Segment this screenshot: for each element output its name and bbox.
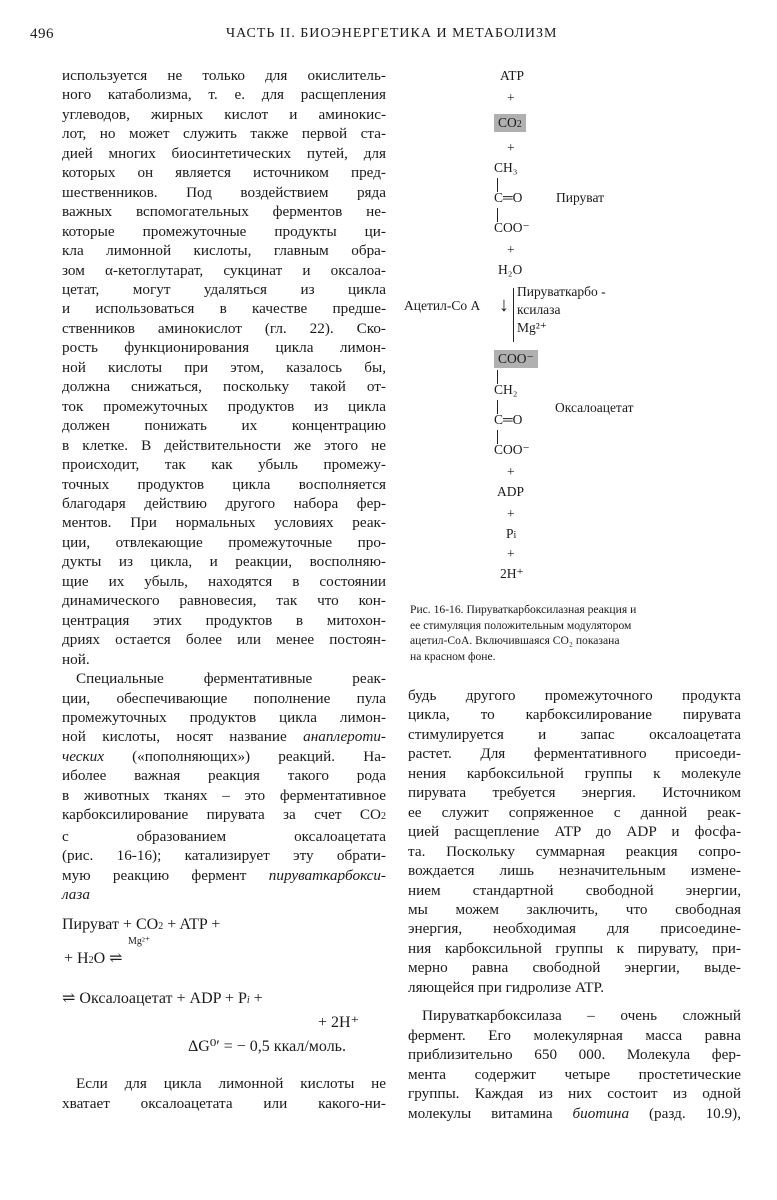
text-line: та. Поскольку суммарная реакция сопро-: [408, 842, 741, 860]
fig-enzyme-name: ксилаза: [517, 302, 561, 317]
text-line: ственников аминокислот (гл. 22). Ско-: [62, 319, 386, 337]
paragraph-3: [62, 1074, 386, 1113]
text-line: которых он является источником пред-: [62, 164, 386, 182]
right-last-line: [408, 1104, 741, 1123]
fig-adp: ADP: [497, 484, 525, 499]
fig-pyruvate-label: Пируват: [556, 190, 605, 205]
text-line: дией многих биосинтетических путей, для: [62, 144, 386, 162]
text-line: ции, отвлекающие промежуточные про-: [62, 533, 386, 551]
text-line: приблизительно 650 000. Молекула фер-: [408, 1046, 741, 1064]
equation-line-2: + H2O ⇌: [64, 950, 123, 968]
text-line: в животных тканях – это ферментативное: [62, 786, 386, 804]
paragraph-1: [62, 66, 386, 669]
fig-coo: COO⁻: [494, 442, 530, 457]
text-line: иболее важная реакция такого рода: [62, 767, 386, 785]
text-line: центрация этих продуктов в митохон-: [62, 611, 386, 629]
fig-atp: ATP: [500, 68, 525, 83]
text-line: должен понижать их концентрацию: [62, 417, 386, 435]
paragraph-2: [62, 669, 386, 904]
fig-pi: Pi: [506, 526, 517, 541]
text-line: ческих («пополняющих») реакций. На-: [62, 747, 386, 765]
right-paragraph-2: [408, 1006, 741, 1103]
fig-plus: +: [507, 140, 515, 155]
fig-reaction-line: [513, 288, 514, 342]
text-line: которые промежуточные продукты ци-: [62, 222, 386, 240]
text-line: нения карбоксильной группы к молекуле: [408, 764, 741, 782]
text-line: фермент. Его молекулярная масса равна: [408, 1026, 741, 1044]
text-line: щие их убыль, находятся в состоянии: [62, 572, 386, 590]
fig-co2-highlight: CO2: [494, 114, 526, 132]
page-number: 496: [30, 26, 54, 42]
text-line: мента содержит четыре простетические: [408, 1065, 741, 1083]
fig-ch2: CH₂: [494, 382, 518, 397]
text-line: лот, но может служить также первой ста-: [62, 125, 386, 143]
text-line: (рис. 16-16); катализирует эту обрати-: [62, 847, 386, 865]
text-line: энергия, необходимая для присоедине-: [408, 920, 741, 938]
text-line: дриях остается более или менее постоян-: [62, 631, 386, 649]
text-line: Если для цикла лимонной кислоты не: [76, 1075, 386, 1093]
text-line: ного катаболизма, т. е. для расщепления: [62, 86, 386, 104]
text-line: растет. Для ферментативного присоеди-: [408, 745, 741, 763]
fig-coo-highlight: COO⁻: [494, 350, 538, 368]
text-line: и использоваться в качестве предше-: [62, 300, 386, 318]
equation-mg-label: Mg²⁺: [128, 936, 151, 948]
text-line: углеводов, жирных кислот и аминокис-: [62, 105, 386, 123]
text-line: пирувата требуется энергия. Источником: [408, 784, 741, 802]
text-line: Специальные ферментативные реак-: [76, 670, 386, 688]
text-line: цетат, могут удаляться из цикла: [62, 280, 386, 298]
fig-h2o: H₂O: [498, 262, 523, 277]
text-line: группы. Каждая из них состоит из одной: [408, 1085, 741, 1103]
text-line: лаза: [62, 886, 90, 904]
fig-plus: +: [507, 546, 515, 561]
text-line: дукты из цикла, и реакции, восполняю-: [62, 553, 386, 571]
reaction-figure: [400, 66, 760, 666]
text-line: ток промежуточных продуктов из цикла: [62, 397, 386, 415]
text-line: важных вспомогательных ферментов не-: [62, 203, 386, 221]
text-line: кла лимонной кислоты, главным обра-: [62, 242, 386, 260]
right-column: [408, 686, 741, 1123]
text-line: используется не только для окислитель-: [62, 67, 386, 84]
figure-caption: [410, 602, 730, 664]
fig-plus: +: [507, 242, 515, 257]
fig-plus: +: [507, 464, 515, 479]
text-line: динамического равновесия, так что кон-: [62, 592, 386, 610]
fig-carbonyl: C═O: [494, 412, 523, 427]
text-line: хватает оксалоацетата или какого-ни-: [62, 1094, 386, 1112]
text-line: мерно равна свободной энергии, выде-: [408, 959, 741, 977]
fig-enzyme-name: Пируваткарбо -: [517, 284, 606, 299]
text-line: в клетке. В действительности же этого не: [62, 436, 386, 454]
text-line: цией расщепление ATP до ADP и фосфа-: [408, 823, 741, 841]
text-line: ее служит сопряженное с данной реак-: [408, 803, 741, 821]
fig-carbonyl: C═O: [494, 190, 523, 205]
text-line: молекулы витамина биотина (разд. 10.9),: [408, 1104, 742, 1122]
text-line: нием стандартной свободной энергии,: [408, 881, 741, 899]
text-line: происходит, так как убыль промежу-: [62, 456, 386, 474]
caption-line: на красном фоне.: [410, 649, 496, 663]
caption-line: ее стимуляция положительным модулятором: [410, 618, 632, 632]
text-line: ной кислоты при этом, казалось бы,: [62, 358, 386, 376]
text-line: ния карбоксильной группы к пирувату, при-: [408, 939, 741, 957]
text-line: шественников. Под воздействием ряда: [62, 183, 386, 201]
text-line: Пируваткарбоксилаза – очень сложный: [422, 1007, 741, 1025]
caption-line: ацетил-СоА. Включившаяся CO₂ показана: [410, 634, 620, 647]
delta-g: ΔG⁰′ = − 0,5 ккал/моль.: [188, 1038, 346, 1056]
text-line: благодаря действию другого набора фер-: [62, 494, 386, 512]
text-line: с образованием оксалоацетата: [62, 827, 386, 845]
text-line: ной.: [62, 650, 90, 668]
equation-line-3: ⇌ Оксалоацетат + ADP + Pi +: [62, 990, 263, 1008]
text-line: зом α-кетоглутарат, сукцинат и оксалоа-: [62, 261, 386, 279]
text-line: ментов. При нормальных условиях реак-: [62, 514, 386, 532]
text-line: промежуточных продуктов цикла лимон-: [62, 708, 386, 726]
fig-oxaloacetate-label: Оксалоацетат: [555, 400, 634, 415]
equation-line-1: Пируват + CO2 + ATP +: [62, 916, 221, 934]
fig-ch3: CH₃: [494, 160, 518, 175]
text-line: цикла, то карбоксилирование пирувата: [408, 706, 741, 724]
text-line: ции, обеспечивающие пополнение пула: [62, 689, 386, 707]
right-paragraph-1: [408, 686, 741, 997]
fig-h-plus: 2H⁺: [500, 566, 524, 581]
text-line: мы можем заключить, что свободная: [408, 900, 741, 918]
equation-line-4: + 2H⁺: [318, 1014, 360, 1032]
text-line: стимулируется и запас оксалоацетата: [408, 725, 741, 743]
text-line: должна снижаться, поскольку такой от-: [62, 378, 386, 396]
text-line: вождается лишь незначительным измене-: [408, 862, 741, 880]
text-line: будь другого промежуточного продукта: [408, 687, 741, 704]
fig-plus: +: [507, 506, 515, 521]
fig-acetyl-coa: Ацетил-Со А: [404, 298, 481, 313]
fig-plus: +: [507, 90, 515, 105]
running-title: ЧАСТЬ II. БИОЭНЕРГЕТИКА И МЕТАБОЛИЗМ: [226, 26, 558, 41]
text-line: мую реакцию фермент пируваткарбокси-: [62, 866, 386, 884]
text-line: карбоксилирование пирувата за счет CO2: [62, 806, 386, 824]
text-line: ной кислоты, носят название анаплероти-: [62, 728, 386, 746]
left-column: [62, 66, 386, 1113]
text-line: точных продуктов цикла восполняется: [62, 475, 386, 493]
fig-enzyme-cofactor: Mg²⁺: [517, 320, 547, 335]
fig-coo: COO⁻: [494, 220, 530, 235]
caption-line: Рис. 16-16. Пируваткарбоксилазная реакция и: [410, 603, 637, 616]
text-line: ляющейся при гидролизе ATP.: [408, 978, 605, 996]
down-arrow-icon: ↓: [499, 294, 509, 316]
reaction-equation: [62, 916, 386, 1066]
text-line: рость функционирования цикла лимон-: [62, 339, 386, 357]
